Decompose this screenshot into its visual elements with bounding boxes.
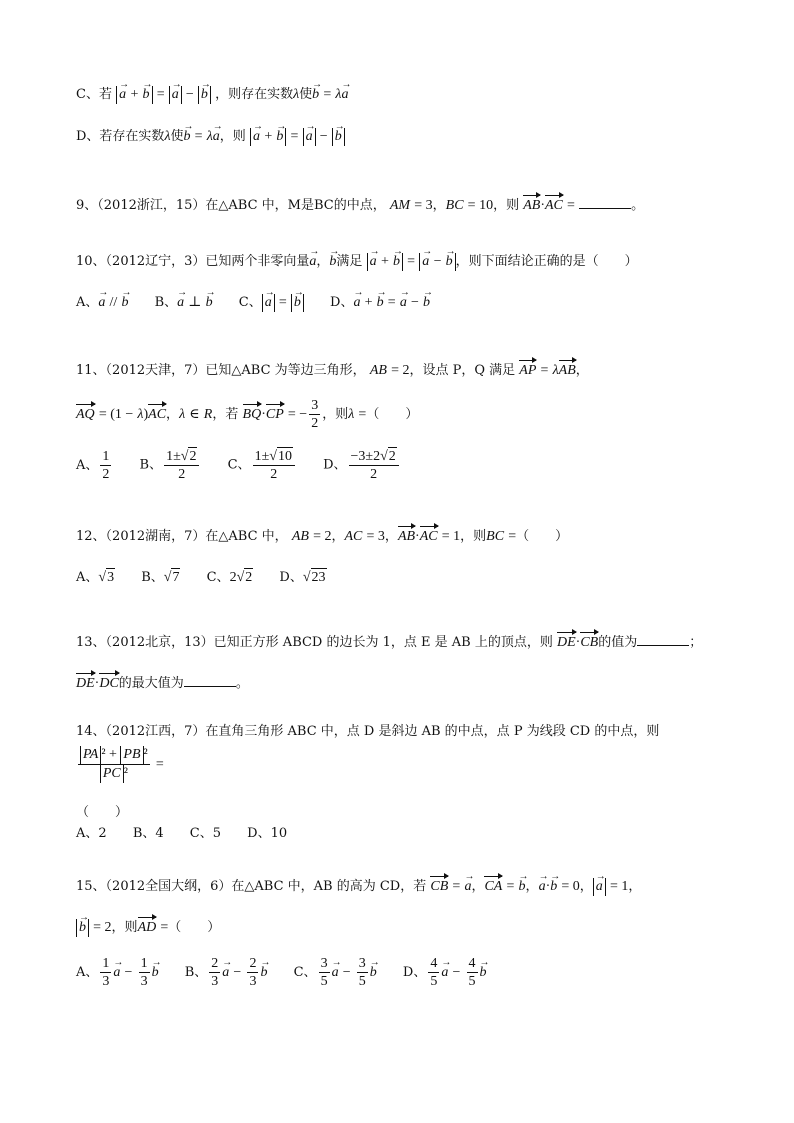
option-c[interactable]: C、→ a = → b bbox=[239, 294, 304, 312]
option-b[interactable]: B、→ a ⊥ → b bbox=[155, 294, 213, 312]
option-d[interactable]: D、 $\frac{-3\pm 2√2}{2}$ bbox=[323, 447, 401, 483]
question-15-options bbox=[76, 955, 509, 990]
option-d[interactable]: D、√23 bbox=[279, 570, 326, 585]
question-15-line2: → b = 2，则AD =（ ） bbox=[76, 917, 220, 937]
option-a[interactable]: A、→ a // → b bbox=[76, 294, 128, 312]
option-a[interactable]: A、 $\frac{1}{2}$ bbox=[76, 448, 110, 482]
answer-blank[interactable] bbox=[184, 674, 236, 687]
option-c-statement: C、若 → a + → b = → a − → b ，则存在实数λ使→ b = λ→ a bbox=[76, 86, 348, 104]
answer-blank[interactable] bbox=[579, 196, 631, 209]
question-12-options bbox=[76, 568, 349, 587]
option-d[interactable]: D、10 bbox=[247, 826, 288, 841]
option-b[interactable]: B、4 bbox=[132, 826, 164, 841]
question-10-options bbox=[76, 294, 452, 312]
option-b[interactable]: B、 $\frac{2}{3}$ → a − $\frac{2}{3}$ → b bbox=[185, 955, 268, 990]
question-14: 14、（2012江西，7）在直角三角形 ABC 中，点 D 是斜边 AB 的中点，点 P 为线段 CD 的中点，则 bbox=[76, 724, 660, 739]
option-d-statement: D、若存在实数λ使→ b = λ→ a，则 → a + → b = → a − → b bbox=[76, 128, 345, 146]
option-a[interactable]: A、2 bbox=[76, 826, 107, 841]
question-14-fraction: $\frac{\text{PA ² + PB ²}}{\text{PC ²}}$ = bbox=[76, 746, 164, 783]
question-11-options bbox=[76, 447, 423, 483]
option-b[interactable]: B、√7 bbox=[141, 570, 180, 585]
question-10: 10、（2012辽宁，3）已知两个非零向量→ a，→ b满足 → a + → b = → a − → b ，则下面结论正确的是（ ） bbox=[76, 253, 638, 271]
question-11: 11、（2012天津，7）已知△ABC 为等边三角形， AB = 2，设点 P，Q 满足 AP = λAB， bbox=[76, 360, 589, 380]
option-a[interactable]: A、 $\frac{1}{3}$ → a − $\frac{1}{3}$ → b bbox=[76, 955, 159, 990]
option-c[interactable]: C、 $\frac{3}{5}$ → a − $\frac{3}{5}$ → b bbox=[294, 955, 377, 990]
question-13: 13、（2012北京，13）已知正方形 ABCD 的边长为 1，点 E 是 AB 上的顶点，则 DE·CB的值为 ； bbox=[76, 632, 702, 652]
option-a[interactable]: A、√3 bbox=[76, 570, 115, 585]
option-c[interactable]: C、5 bbox=[189, 826, 221, 841]
option-b[interactable]: B、 $\frac{1\pm√2}{2}$ bbox=[140, 447, 202, 483]
option-c[interactable]: C、 $\frac{1\pm√10}{2}$ bbox=[228, 447, 297, 483]
question-15: 15、（2012全国大纲，6）在△ABC 中，AB 的高为 CD，若 CB = → a，CA = → b，→ a·→ b = 0，→ a = 1， bbox=[76, 876, 641, 896]
question-14-options bbox=[76, 825, 309, 843]
question-12: 12、（2012湖南，7）在△ABC 中， AB = 2，AC = 3，AB·AC = 1，则BC =（ ） bbox=[76, 526, 568, 546]
question-14-paren: （ ） bbox=[76, 805, 129, 820]
question-13-line2: DE·DC的最大值为 。 bbox=[76, 673, 249, 693]
question-9: 9、（2012浙江，15）在△ABC 中，M是BC的中点， AM = 3，BC = 10，则 AB·AC = 。 bbox=[76, 195, 644, 215]
option-d[interactable]: D、 $\frac{4}{5}$ → a − $\frac{4}{5}$ → b bbox=[403, 955, 487, 990]
answer-blank[interactable] bbox=[637, 633, 689, 646]
option-c[interactable]: C、2√2 bbox=[206, 570, 253, 585]
option-d[interactable]: D、→ a + → b = → a − → b bbox=[330, 294, 430, 312]
question-11-line2: AQ = (1 − λ)AC，λ ∈ R，若 BQ·CP = − $\frac{3}{2}$ ，则λ =（ ） bbox=[76, 398, 419, 431]
